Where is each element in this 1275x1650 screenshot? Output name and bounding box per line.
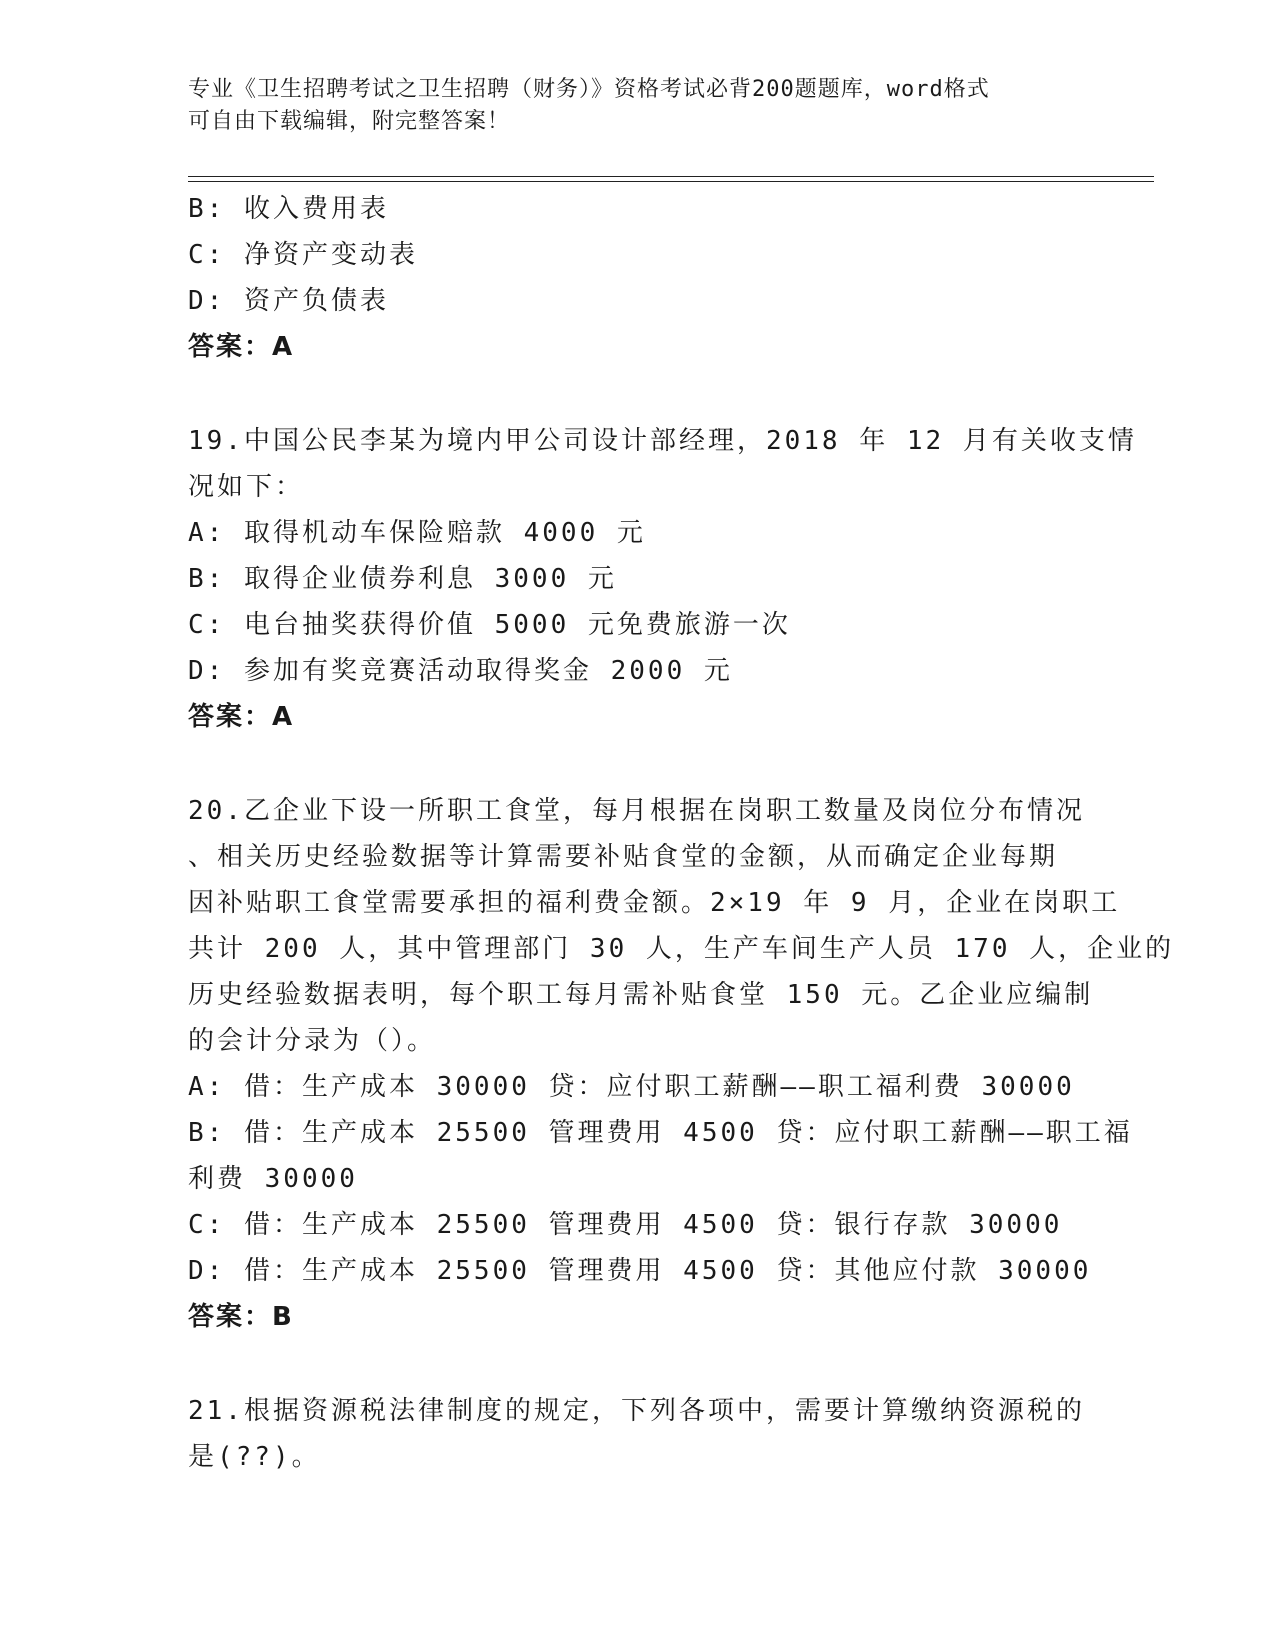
answer-label: 答案：A [188, 702, 295, 732]
question-stem-line: 况如下： [188, 472, 305, 502]
header-line-1: 专业《卫生招聘考试之卫生招聘（财务）》资格考试必背200题题库，word格式 [188, 77, 990, 102]
spacer [188, 740, 1088, 788]
option-a: A: 借：生产成本 30000 贷：应付职工薪酬——职工福利费 30000 [188, 1072, 1075, 1102]
question-list [188, 186, 1175, 1480]
question-stem-line: 20.乙企业下设一所职工食堂，每月根据在岗职工数量及岗位分布情况 [188, 796, 1085, 826]
option-b: B: 收入费用表 [188, 194, 389, 224]
question-stem-line: 因补贴职工食堂需要承担的福利费金额。2×19 年 9 月，企业在岗职工 [188, 888, 1121, 918]
option-c: C: 电台抽奖获得价值 5000 元免费旅游一次 [188, 610, 791, 640]
question-stem-line: 共计 200 人，其中管理部门 30 人，生产车间生产人员 170 人，企业的 [188, 934, 1175, 964]
question-stem-line: 、相关历史经验数据等计算需要补贴食堂的金额，从而确定企业每期 [188, 842, 1059, 872]
question-stem-line: 的会计分录为（）。 [188, 1026, 437, 1056]
option-a: A: 取得机动车保险赔款 4000 元 [188, 518, 646, 548]
option-b: B: 取得企业债券利息 3000 元 [188, 564, 617, 594]
question-19 [188, 418, 1137, 740]
question-20 [188, 788, 1175, 1340]
answer-label: 答案：B [188, 1302, 294, 1332]
question-stem-line: 21.根据资源税法律制度的规定，下列各项中，需要计算缴纳资源税的 [188, 1396, 1085, 1426]
option-d: D: 借：生产成本 25500 管理费用 4500 贷：其他应付款 30000 [188, 1256, 1092, 1286]
option-b: B: 借：生产成本 25500 管理费用 4500 贷：应付职工薪酬——职工福 [188, 1118, 1133, 1148]
answer-label: 答案：A [188, 332, 295, 362]
option-d: D: 参加有奖竞赛活动取得奖金 2000 元 [188, 656, 733, 686]
question-stem-line: 19.中国公民李某为境内甲公司设计部经理，2018 年 12 月有关收支情 [188, 426, 1137, 456]
option-b-continued: 利费 30000 [188, 1164, 358, 1194]
document-header [188, 74, 1078, 138]
header-line-2: 可自由下载编辑，附完整答案！ [188, 109, 511, 134]
spacer [188, 370, 1088, 418]
option-c: C: 借：生产成本 25500 管理费用 4500 贷：银行存款 30000 [188, 1210, 1063, 1240]
question-stem-line: 是(??)。 [188, 1442, 321, 1472]
option-d: D: 资产负债表 [188, 286, 389, 316]
question-18 [188, 186, 1088, 370]
question-21 [188, 1388, 1088, 1480]
option-c: C: 净资产变动表 [188, 240, 418, 270]
spacer [188, 1340, 1088, 1388]
header-divider [188, 176, 1154, 182]
question-stem-line: 历史经验数据表明，每个职工每月需补贴食堂 150 元。乙企业应编制 [188, 980, 1094, 1010]
